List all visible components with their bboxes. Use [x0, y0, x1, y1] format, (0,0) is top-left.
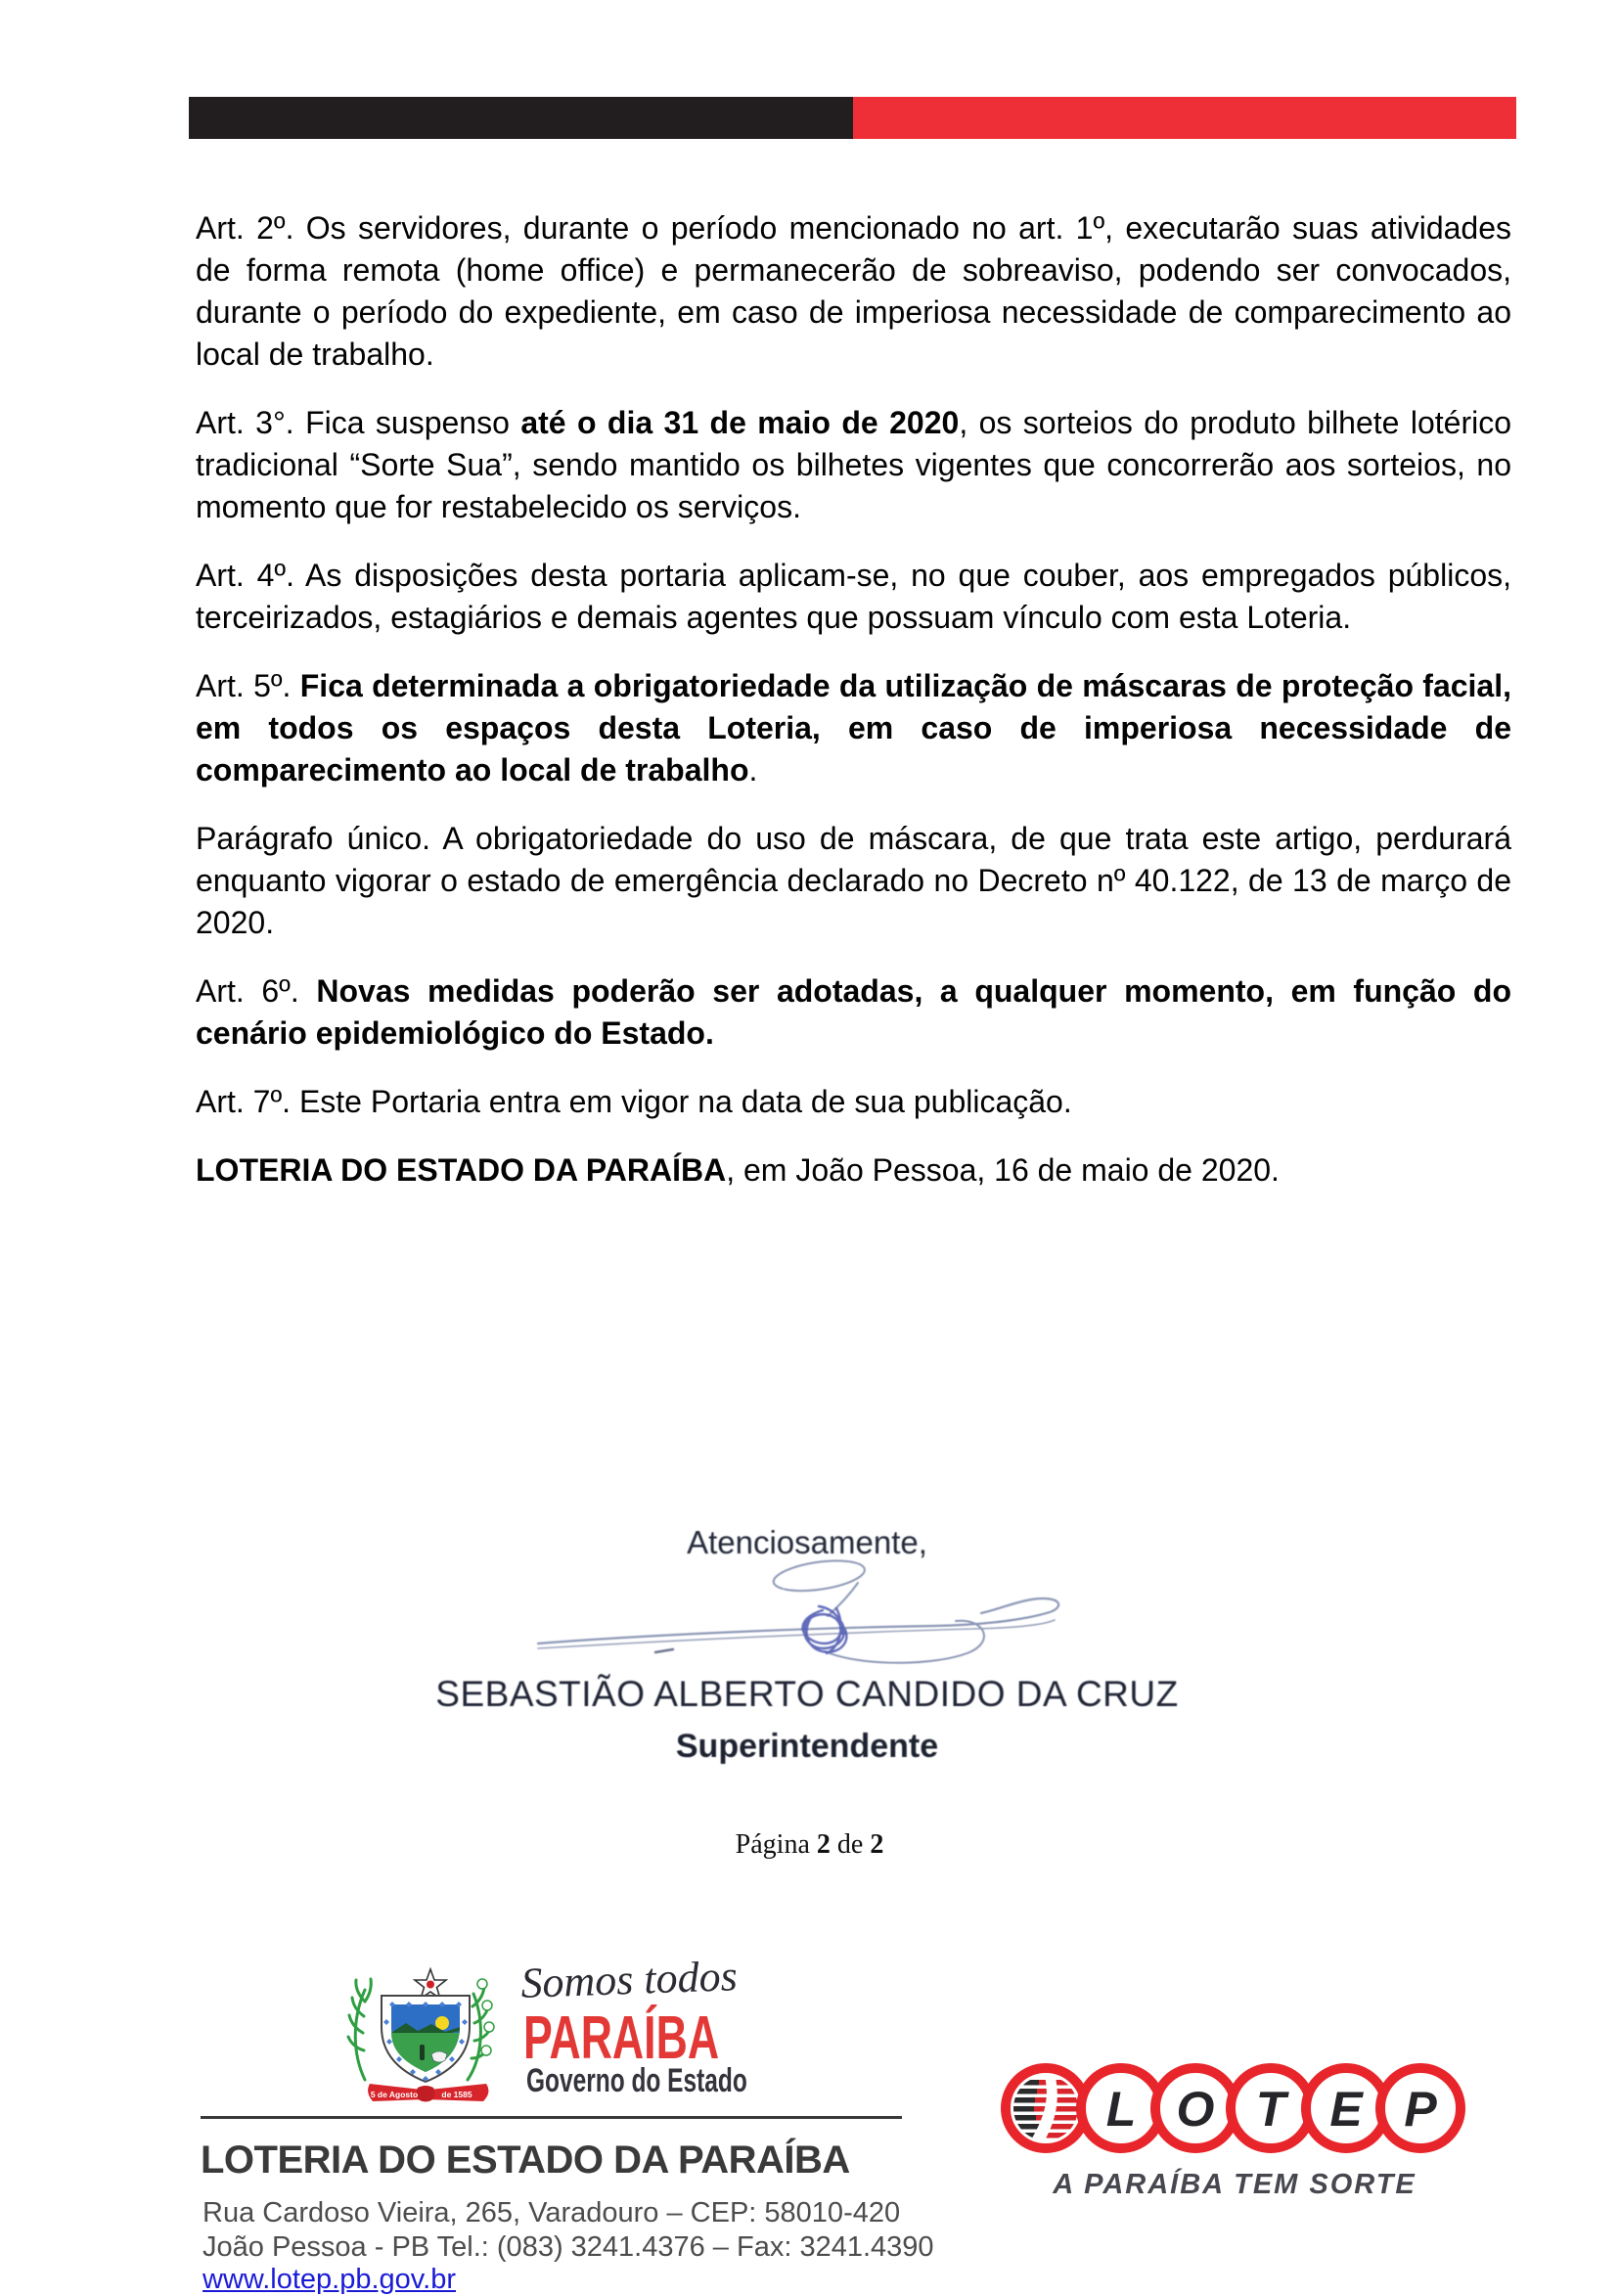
lotep-letter: P [1404, 2082, 1437, 2137]
signatory-role: Superintendente [675, 1728, 939, 1765]
header-bar-black-segment [189, 97, 853, 139]
paraiba-coat-of-arms [336, 1962, 496, 2107]
handwritten-signature [514, 1557, 1101, 1673]
header-bar-red-segment [853, 97, 1517, 139]
paragraph: Art. 2º. Os servidores, durante o período mencionado no art. 1º, executarão suas atividades de forma remota (home office) e permanecerão de sobreaviso, podendo ser convocados, durante o período do expediente, em caso de imperiosa necessidade de comparecimento ao local de trabalho. [196, 210, 1511, 372]
lotep-logo-balls [990, 2056, 1479, 2160]
lotep-tagline: A PARAÍBA TEM SORTE [1053, 2169, 1417, 2200]
lotep-letter: L [1105, 2082, 1137, 2137]
page-number-infix: de [830, 1829, 871, 1860]
paragraph: Art. 6º. Novas medidas poderão ser adotadas, a qualquer momento, em função do cenário epidemiológico do Estado. [196, 973, 1512, 1051]
page-number [0, 1829, 1619, 1861]
document-body-text [196, 207, 1511, 1218]
footer-divider-line [201, 2116, 902, 2119]
footer-org-title: LOTERIA DO ESTADO DA PARAÍBA [201, 2138, 850, 2182]
lotep-letter: E [1329, 2082, 1363, 2137]
header-color-bar [189, 97, 1516, 139]
signatory-name: SEBASTIÃO ALBERTO CANDIDO DA CRUZ [435, 1674, 1179, 1714]
paragraph: Art. 3°. Fica suspenso até o dia 31 de maio de 2020, os sorteios do produto bilhete lotérico tradicional “Sorte Sua”, sendo mantido os bilhetes vigentes que concorrerão aos sorteios, no momento que for restabelecido os serviços. [196, 405, 1512, 524]
paragraph: LOTERIA DO ESTADO DA PARAÍBA, em João Pessoa, 16 de maio de 2020. [196, 1152, 1280, 1188]
top-star-icon [415, 1969, 446, 1999]
page-number-current: 2 [816, 1829, 831, 1860]
footer-address-line2: João Pessoa - PB Tel.: (083) 3241.4376 – Fax: 3241.4390 [202, 2231, 934, 2263]
salutation-text: Atenciosamente, [687, 1524, 927, 1560]
signature-block [382, 1524, 1233, 1765]
paragraph: Art. 7º. Este Portaria entra em vigor na data de sua publicação. [196, 1084, 1072, 1119]
footer-address-line1: Rua Cardoso Vieira, 265, Varadouro – CEP: 58010-420 [202, 2197, 901, 2228]
state-slogan-script: Somos todos [519, 1952, 739, 2007]
paragraph: Art. 5º. Fica determinada a obrigatoriedade da utilização de máscaras de proteção facial, em todos os espaços desta Loteria, em caso de imperiosa necessidade de comparecimento ao local de trabalho. [196, 668, 1512, 788]
footer-website-link[interactable]: www.lotep.pb.gov.br [202, 2264, 456, 2295]
page-number-total: 2 [870, 1829, 884, 1860]
ribbon-banner [368, 2084, 488, 2102]
page-number-prefix: Página [735, 1829, 817, 1860]
lotep-logo [990, 2056, 1479, 2201]
paragraph: Parágrafo único. A obrigatoriedade do uso de máscara, de que trata este artigo, perdurará enquanto vigorar o estado de emergência declarado no Decreto nº 40.122, de 13 de março de 2020. [196, 821, 1511, 940]
ribbon-right-text: de 1585 [441, 2090, 472, 2099]
paragraph: Art. 4º. As disposições desta portaria aplicam-se, no que couber, aos empregados públicos, terceirizados, estagiários e demais agentes que possuam vínculo com esta Loteria. [196, 558, 1511, 635]
state-government-subtitle: Governo do Estado [526, 2062, 747, 2099]
lotep-letter: T [1255, 2082, 1286, 2137]
state-name-wordmark: PARAÍBA [523, 2004, 720, 2072]
lotep-letter: O [1176, 2082, 1215, 2137]
ribbon-left-text: 5 de Agosto [370, 2090, 419, 2099]
